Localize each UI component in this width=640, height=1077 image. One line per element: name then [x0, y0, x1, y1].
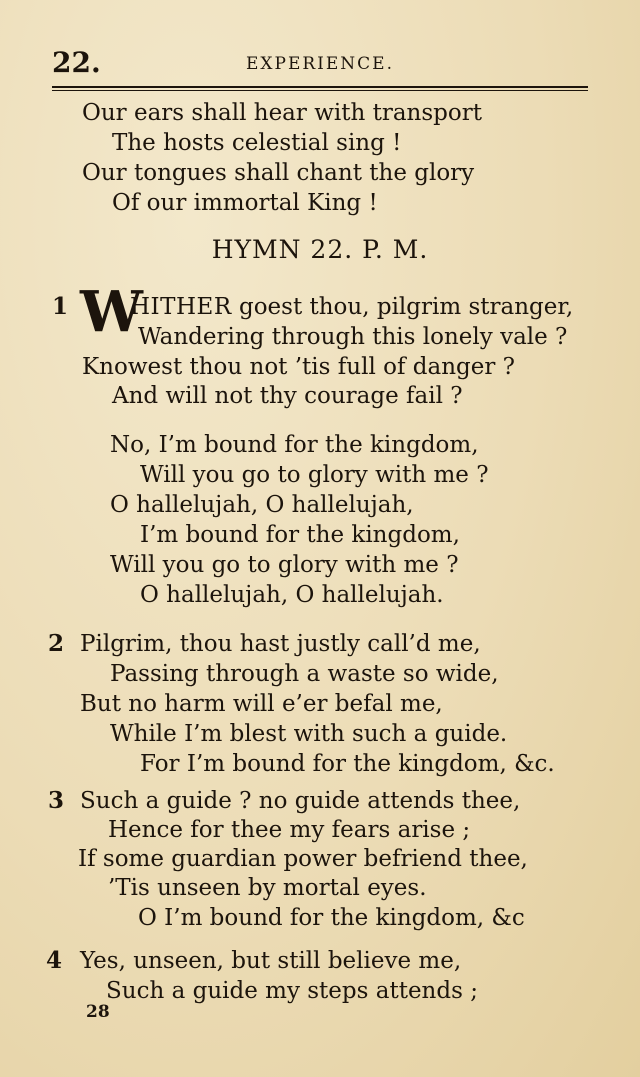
verse-line: Our tongues shall chant the glory	[82, 160, 475, 186]
chorus-line: I’m bound for the kingdom,	[140, 522, 460, 548]
verse-line: Yes, unseen, but still believe me,	[80, 948, 462, 974]
verse-number: 1	[52, 293, 69, 320]
chorus-line: Will you go to glory with me ?	[110, 552, 459, 578]
verse-line: Hence for thee my fears arise ;	[108, 817, 471, 843]
verse-line: Knowest thou not ’tis full of danger ?	[82, 354, 516, 380]
page-number: 22.	[52, 46, 101, 79]
verse-line: If some guardian power befriend thee,	[78, 846, 528, 872]
hymn-title: HYMN 22. P. M.	[211, 235, 429, 264]
verse-number: 2	[48, 630, 65, 657]
drop-cap: W	[80, 279, 143, 345]
signature-mark: 28	[86, 1002, 110, 1022]
verse-line: Of our immortal King !	[112, 190, 378, 216]
verse-line: While I’m blest with such a guide.	[110, 721, 508, 747]
verse-line	[130, 292, 573, 322]
verse-line: The hosts celestial sing !	[112, 130, 402, 156]
chorus-line: O hallelujah, O hallelujah.	[140, 582, 444, 608]
verse-line: But no harm will e’er befal me,	[80, 691, 443, 717]
first-word: HITHER	[130, 294, 232, 320]
verse-line: And will not thy courage fail ?	[112, 383, 463, 409]
verse-line: Passing through a waste so wide,	[110, 661, 499, 687]
verse-line: Wandering through this lonely vale ?	[138, 324, 568, 350]
verse-line: Pilgrim, thou hast justly call’d me,	[80, 631, 481, 657]
running-title: EXPERIENCE.	[246, 54, 394, 74]
verse-line: Such a guide my steps attends ;	[106, 978, 478, 1004]
verse-line: ’Tis unseen by mortal eyes.	[108, 875, 427, 901]
verse-number: 3	[48, 787, 65, 814]
first-line-rest: goest thou, pilgrim stranger,	[231, 294, 574, 320]
verse-line: For I’m bound for the kingdom, &c.	[140, 751, 555, 777]
verse-number: 4	[46, 947, 63, 974]
chorus-line: O hallelujah, O hallelujah,	[110, 492, 414, 518]
verse-line: O I’m bound for the kingdom, &c	[138, 905, 525, 931]
chorus-line: Will you go to glory with me ?	[140, 462, 489, 488]
page-header	[52, 48, 588, 78]
verse-line: Such a guide ? no guide attends thee,	[80, 788, 521, 814]
header-rule	[52, 86, 588, 91]
chorus-line: No, I’m bound for the kingdom,	[110, 432, 479, 458]
verse-line: Our ears shall hear with transport	[82, 100, 482, 126]
